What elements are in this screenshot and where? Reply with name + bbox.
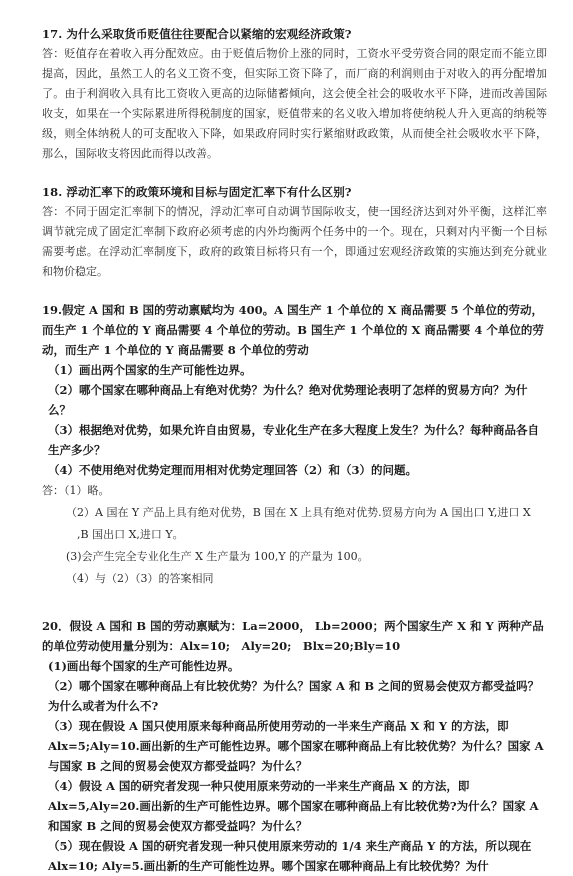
question-18-title: 18. 浮动汇率下的政策环境和目标与固定汇率下有什么区别?: [42, 185, 352, 199]
question-20-item: （5）现在假设 A 国的研究者发现一种只使用原来劳动的 1/4 来生产商品 Y 的方法，所以现在 Alx=10; Aly=5.画出新的生产可能性边界。哪个国家在哪种商品上有比较优势？为什: [48, 839, 532, 873]
question-19-answer: （4）与（2）（3）的答案相同: [66, 572, 214, 585]
question-19: [42, 300, 547, 590]
question-20-item: (1)画出每个国家的生产可能性边界。: [48, 659, 240, 673]
question-19-title: 19.假定 A 国和 B 国的劳动禀赋均为 400。A 国生产 1 个单位的 X 商品需要 5 个单位的劳动，而生产 1 个单位的 Y 商品需要 4 个单位的劳动。B 国生产 1 个单位的 X 商品需要 4 个单位的劳动，而生产 1 个单位的 Y 商品需要 8 个单位的劳动: [42, 303, 544, 357]
question-20-title: 20．假设 A 国和 B 国的劳动禀赋为：La=2000， Lb=2000；两个国家生产 X 和 Y 两种产品的单位劳动使用量分别为：Alx=10; Aly=20; Blx=20;Bly=10: [42, 619, 544, 653]
question-20-item: （4）假设 A 国的研究者发现一种只使用原来劳动的一半来生产商品 X 的方法，即 Alx=5,Aly=20.画出新的生产可能性边界。哪个国家在哪种商品上有比较优势?为什么？国家 A 和国家 B 之间的贸易会使双方都受益吗？为什么？: [48, 779, 539, 833]
question-17: [42, 24, 547, 164]
question-19-answer: （2）A 国在 Y 产品上具有绝对优势，B 国在 X 上具有绝对优势.贸易方向为 A 国出口 Y,进口 X ,B 国出口 X,进口 Y。: [66, 506, 531, 541]
question-19-answer: (3)会产生完全专业化生产 X 生产量为 100,Y 的产量为 100。: [66, 550, 369, 563]
question-18: [42, 182, 547, 282]
question-19-item: （3）根据绝对优势，如果允许自由贸易，专业化生产在多大程度上发生？为什么？每种商品各自生产多少？: [48, 423, 539, 457]
question-19-item: （1）画出两个国家的生产可能性边界。: [48, 363, 252, 377]
question-19-item: （2）哪个国家在哪种商品上有绝对优势？为什么？绝对优势理论表明了怎样的贸易方向？为什么？: [48, 383, 528, 417]
question-20-item: （2）哪个国家在哪种商品上有比较优势？为什么？国家 A 和 B 之间的贸易会使双方都受益吗？为什么或者为什么不?: [48, 679, 540, 713]
question-19-answer: 答：（1）略。: [42, 484, 110, 497]
question-18-answer: 答：不同于固定汇率制下的情况，浮动汇率可自动调节国际收支，使一国经济达到对外平衡，这样汇率调节就完成了固定汇率制下政府必须考虑的内外均衡两个任务中的一个。现在，只剩对内平衡一个目标需要考虑。在浮动汇率制度下，政府的政策目标将只有一个，即通过宏观经济政策的实施达到充分就业和物价稳定。: [42, 205, 547, 278]
question-20: [42, 616, 547, 876]
question-17-title: 17. 为什么采取货币贬值往往要配合以紧缩的宏观经济政策?: [42, 27, 352, 41]
question-17-answer: 答：贬值存在着收入再分配效应。由于贬值后物价上涨的同时，工资水平受劳资合同的限定而不能立即提高，因此，虽然工人的名义工资不变，但实际工资下降了，而厂商的利润则由于对收入的再分配增加了。由于利润收入具有比工资收入更高的边际储蓄倾向，这会使全社会的吸收水平下降，进而改善国际收支，如果在一个实际累进所得税制度的国家，贬值带来的名义收入增加将使纳税人升入更高的纳税等级，则全体纳税人的可支配收入下降，如果政府同时实行紧缩财政政策，从而使全社会吸收水平下降，那么，国际收支将因此而得以改善。: [42, 47, 547, 160]
question-20-item: （3）现在假设 A 国只使用原来每种商品所使用劳动的一半来生产商品 X 和 Y 的方法，即 Alx=5;Aly=10.画出新的生产可能性边界。哪个国家在哪种商品上有比较优势？为什么？国家 A 与国家 B 之间的贸易会使双方都受益吗？为什么？: [48, 719, 544, 773]
question-19-item: （4）不使用绝对优势定理而用相对优势定理回答（2）和（3）的问题。: [48, 463, 418, 477]
